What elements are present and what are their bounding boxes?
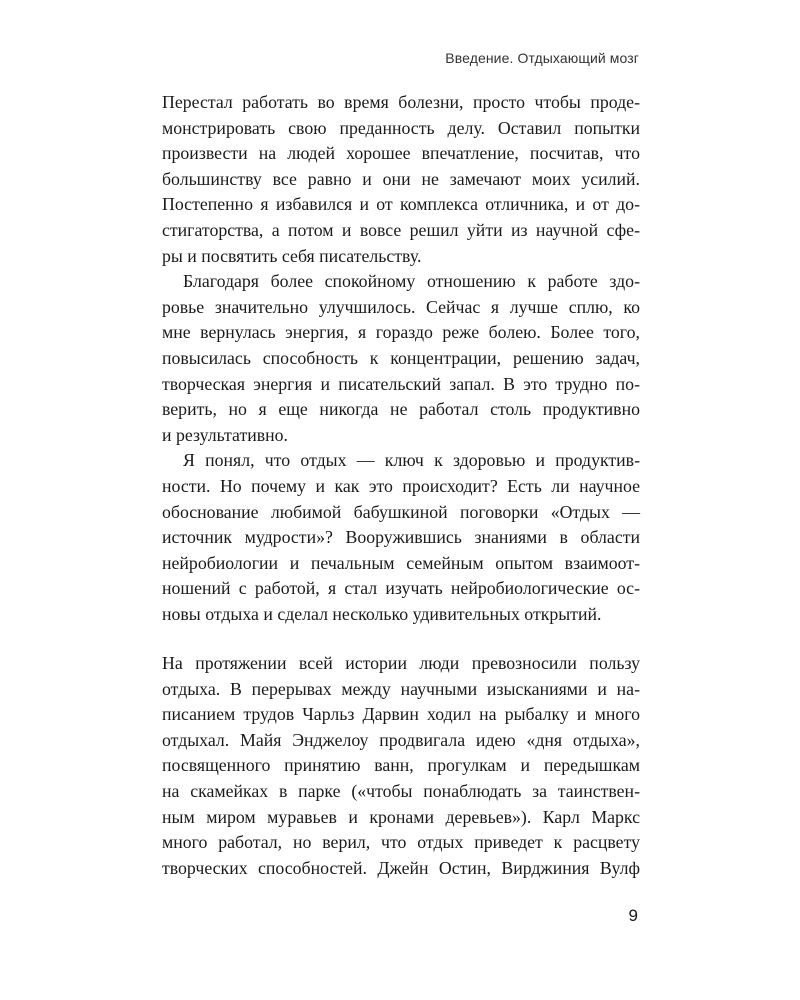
text-line: повысилась способность к концентрации, решению задач, (162, 347, 640, 368)
text-line: посвященного принятию ванн, прогулкам и передышкам (162, 755, 640, 776)
paragraph-3 (162, 448, 640, 627)
body-text-section-1 (162, 90, 640, 627)
text-line: Постепенно я избавился и от комплекса отличника, и от до- (162, 194, 640, 215)
text-line: стигаторства, а потом и вовсе решил уйти из научной сфе- (162, 219, 640, 240)
text-line: Благодаря более спокойному отношению к работе здо- (183, 271, 640, 292)
text-line: обоснование любимой бабушкиной поговорки «Отдых — (162, 501, 640, 522)
text-line: отдыхал. Майя Энджелоу продвигала идею «дня отдыха», (162, 729, 640, 750)
text-line: Перестал работать во время болезни, просто чтобы проде- (162, 92, 640, 112)
page-number: 9 (628, 906, 638, 925)
text-line: отдыха. В перерывах между научными изысканиями и на- (162, 678, 640, 699)
text-line: Я понял, что отдых — ключ к здоровью и продуктив- (183, 450, 640, 471)
text-line: писанием трудов Чарльз Дарвин ходил на рыбалку и много (162, 704, 640, 725)
text-line: произвести на людей хорошее впечатление, посчитав, что (162, 143, 640, 164)
body-text-section-2 (162, 651, 640, 881)
text-line: много работал, но верил, что отдых приведет к расцвету (162, 832, 640, 853)
text-line: нейробиологии и печальным семейным опытом взаимоот- (162, 552, 640, 573)
text-line: творческая энергия и писательский запал. В это трудно по- (162, 373, 640, 394)
paragraph-2 (162, 269, 640, 448)
text-line: ношений с работой, я стал изучать нейробиологические ос- (162, 578, 640, 599)
text-line: На протяжении всей истории люди превозносили пользу (162, 653, 640, 673)
text-line: на скамейках в парке («чтобы понаблюдать за таинствен- (162, 780, 640, 801)
text-line: источник мудрости»? Вооружившись знаниями в области (162, 527, 640, 548)
paragraph-4 (162, 651, 640, 881)
text-line: ры и посвятить себя писательству. (162, 245, 422, 266)
text-line: и результативно. (162, 424, 288, 445)
paragraph-1 (162, 90, 640, 269)
text-line: монстрировать свою преданность делу. Оставил попытки (162, 117, 640, 138)
text-line: творческих способностей. Джейн Остин, Вирджиния Вулф (162, 857, 640, 878)
text-line: большинству все равно и они не замечают моих усилий. (162, 168, 640, 189)
text-line: ным миром муравьев и кронами деревьев»). Карл Маркс (162, 806, 640, 827)
running-header: Введение. Отдыхающий мозг (445, 50, 639, 66)
text-line: новы отдыха и сделал несколько удивительных открытий. (162, 603, 602, 624)
text-line: мне вернулась энергия, я гораздо реже болею. Более того, (162, 322, 640, 343)
text-line: ровье значительно улучшилось. Сейчас я лучше сплю, ко (162, 296, 640, 317)
text-line: ности. Но почему и как это происходит? Есть ли научное (162, 475, 640, 496)
text-line: верить, но я еще никогда не работал столь продуктивно (162, 399, 640, 420)
